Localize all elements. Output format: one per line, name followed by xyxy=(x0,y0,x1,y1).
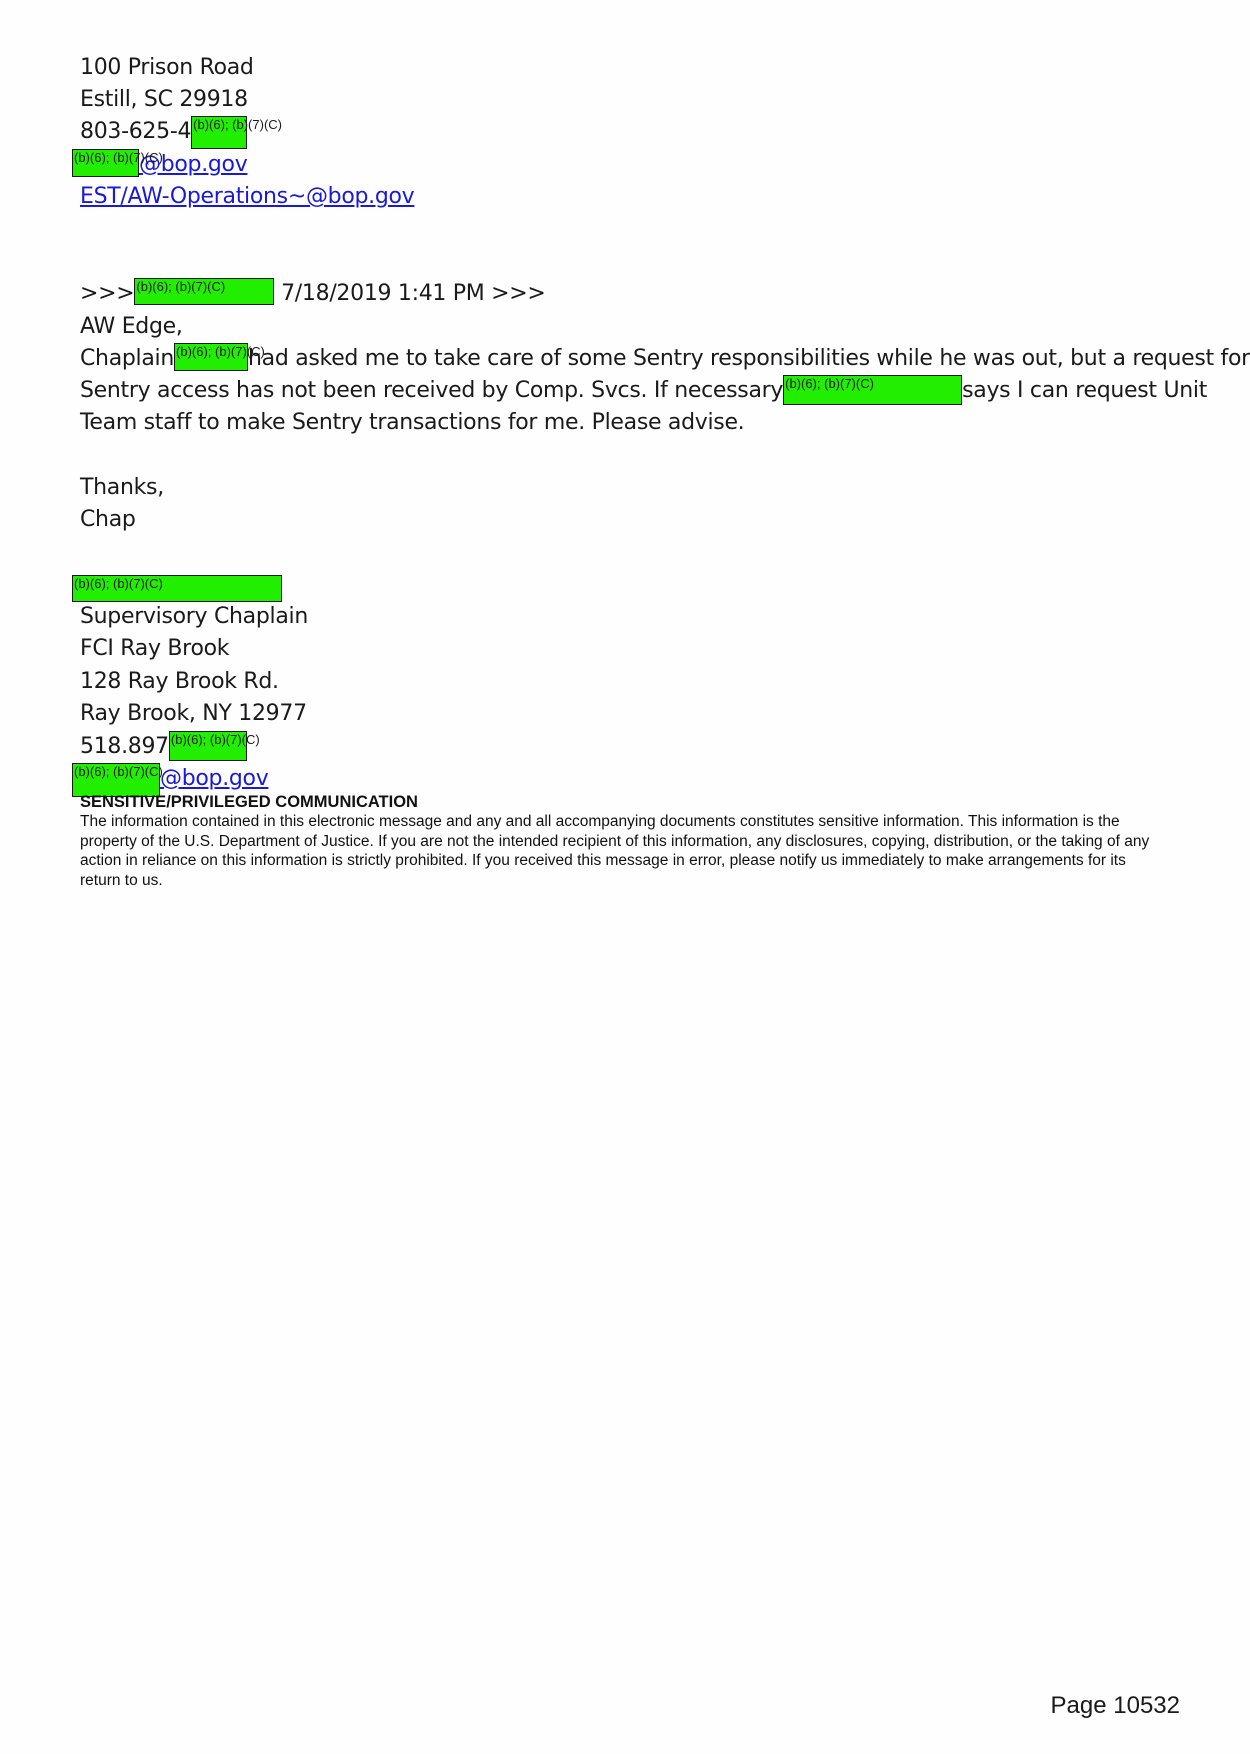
phone-prefix: 518.897 xyxy=(80,734,169,759)
email-line[interactable] xyxy=(72,149,247,181)
signature-facility: FCI Ray Brook xyxy=(80,636,230,661)
address-street: 100 Prison Road xyxy=(80,55,254,80)
greeting: AW Edge, xyxy=(80,314,183,339)
redaction-box: (b)(6); (b)(7)(C) xyxy=(134,278,274,305)
confidentiality-notice xyxy=(80,793,1170,890)
redaction-box: (b)(6); (b)(7)(C) xyxy=(169,731,247,761)
redaction-box: (b)(6); (b)(7)(C) xyxy=(72,763,160,797)
redaction-box: (b)(6); (b)(7)(C) xyxy=(72,575,282,602)
phone-line xyxy=(80,116,282,149)
body-text: Chaplain xyxy=(80,346,175,371)
message-header xyxy=(80,278,546,310)
address-city: Estill, SC 29918 xyxy=(80,87,248,112)
notice-title: SENSITIVE/PRIVILEGED COMMUNICATION xyxy=(80,793,418,811)
signoff-name: Chap xyxy=(80,507,136,532)
notice-body: The information contained in this electronic message and any and all accompanying documents constitutes sensitive information. This information is the property of the U.S. Department of Justice. If you are not the intended recipient of this information, any disclosures, copying, distribution, or the taking of any action in reliance on this information is strictly prohibited. If you received this message in error, please notify us immediately to make arrangements for its return to us. xyxy=(80,813,1150,889)
email-link[interactable]: @bop.gov xyxy=(160,766,269,791)
body-text: says I can request Unit xyxy=(962,378,1208,403)
signature-title: Supervisory Chaplain xyxy=(80,604,308,629)
redaction-box: (b)(6); (b)(7)(C) xyxy=(72,149,139,177)
group-email-link[interactable]: EST/AW-Operations~@bop.gov xyxy=(80,184,415,209)
signature-city: Ray Brook, NY 12977 xyxy=(80,701,307,726)
signature-email[interactable] xyxy=(72,763,268,797)
phone-prefix: 803-625-4 xyxy=(80,119,192,144)
quote-prefix: >>> xyxy=(80,281,135,306)
page-number: Page 10532 xyxy=(1050,1692,1180,1719)
signature-street: 128 Ray Brook Rd. xyxy=(80,669,279,694)
body-line-1 xyxy=(80,343,1250,375)
redaction-box: (b)(6); (b)(7)(C) xyxy=(174,343,248,371)
body-text: had asked me to take care of some Sentry responsibilities while he was out, but a request for xyxy=(248,346,1250,371)
redaction-box: (b)(6); (b)(7)(C) xyxy=(783,375,962,405)
message-timestamp: 7/18/2019 1:41 PM >>> xyxy=(281,281,546,306)
email-link[interactable]: @bop.gov xyxy=(139,152,248,177)
redaction-box: (b)(6); (b)(7)(C) xyxy=(191,116,247,149)
body-text: Sentry access has not been received by Comp. Svcs. If necessary xyxy=(80,378,784,403)
closing: Thanks, xyxy=(80,475,164,500)
body-line-3: Team staff to make Sentry transactions for me. Please advise. xyxy=(80,410,745,435)
body-line-2 xyxy=(80,375,1207,407)
signature-phone xyxy=(80,731,260,763)
